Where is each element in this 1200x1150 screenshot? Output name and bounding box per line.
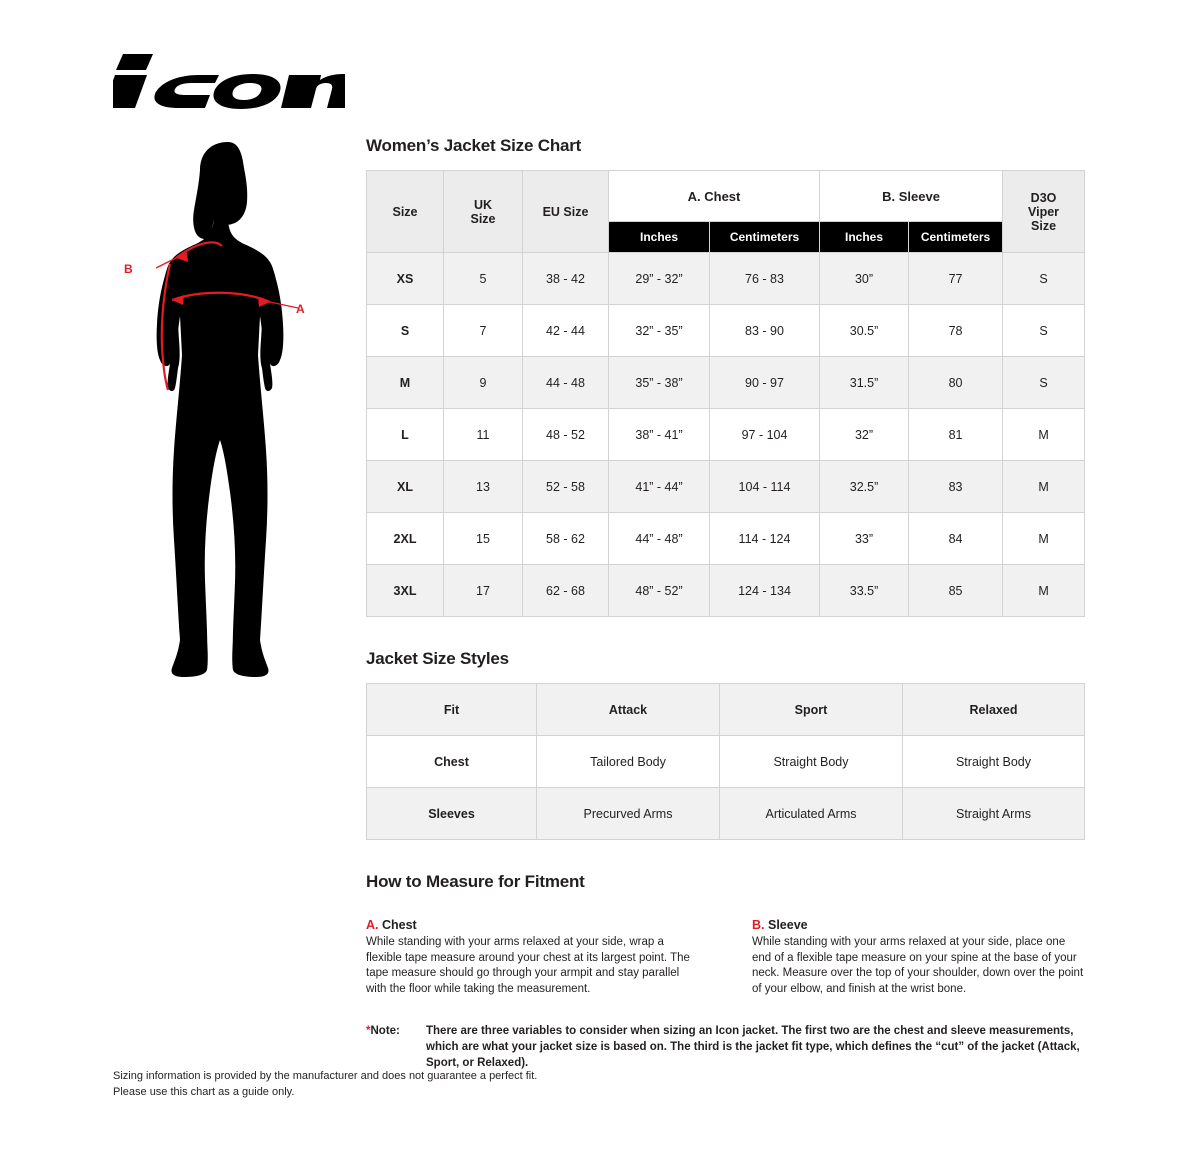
cell-eu: 48 - 52 [523, 409, 609, 461]
styles-header-sport: Sport [720, 684, 903, 736]
sizing-note-text: There are three variables to consider when sizing an Icon jacket. The first two are the chest and sleeve measurements, which are what your jacket size is based on. The third is the jacket fit type, which defines the “cut” of the jacket (Attack, Sport, or Relaxed). [426, 1025, 1080, 1069]
cell-d3o: S [1003, 253, 1085, 305]
how-to-measure-sleeve [752, 918, 1084, 997]
styles-chest-relaxed: Straight Body [903, 736, 1085, 788]
table-row [367, 409, 1085, 461]
size-chart-title: Women’s Jacket Size Chart [366, 136, 582, 155]
label-chest-a: A [296, 302, 305, 316]
cell-chest-cm: 97 - 104 [710, 409, 820, 461]
how-to-measure-chest-heading [366, 918, 698, 932]
header-chest-inches: Inches [609, 222, 710, 253]
how-to-measure-sleeve-text: While standing with your arms relaxed at your side, place one end of a flexible tape measure on your spine at the base of your neck. Measure over the top of your shoulder, down over the point of your elbow, and finish at the wrist bone. [752, 936, 1084, 995]
cell-d3o: M [1003, 461, 1085, 513]
cell-eu: 44 - 48 [523, 357, 609, 409]
cell-d3o: S [1003, 305, 1085, 357]
cell-chest-in: 48” - 52” [609, 565, 710, 617]
note-star: * [366, 1025, 371, 1037]
how-to-measure-chest-text: While standing with your arms relaxed at your side, wrap a flexible tape measure around your chest at its largest point. The tape measure should go through your armpit and stay parallel with the floor while taking the measurement. [366, 936, 690, 995]
styles-chest-attack: Tailored Body [537, 736, 720, 788]
size-chart-header [367, 171, 1085, 253]
table-row [367, 684, 1085, 736]
chest-letter: A. [366, 918, 379, 932]
cell-d3o: M [1003, 513, 1085, 565]
cell-sleeve-cm: 83 [909, 461, 1003, 513]
cell-chest-cm: 104 - 114 [710, 461, 820, 513]
cell-eu: 38 - 42 [523, 253, 609, 305]
header-uk-size [444, 171, 523, 253]
cell-eu: 52 - 58 [523, 461, 609, 513]
cell-size: M [367, 357, 444, 409]
cell-sleeve-in: 33.5” [820, 565, 909, 617]
header-d3o-line3: Size [1031, 218, 1057, 233]
cell-sleeve-cm: 77 [909, 253, 1003, 305]
styles-row-label-chest: Chest [367, 736, 537, 788]
note-label-text: Note: [370, 1025, 400, 1037]
cell-chest-cm: 83 - 90 [710, 305, 820, 357]
header-group-sleeve: B. Sleeve [820, 171, 1003, 222]
cell-chest-in: 32” - 35” [609, 305, 710, 357]
cell-size: 3XL [367, 565, 444, 617]
cell-eu: 42 - 44 [523, 305, 609, 357]
header-d3o-viper-size [1003, 171, 1085, 253]
styles-row-label-sleeves: Sleeves [367, 788, 537, 840]
cell-uk: 7 [444, 305, 523, 357]
cell-chest-in: 38” - 41” [609, 409, 710, 461]
cell-sleeve-cm: 78 [909, 305, 1003, 357]
cell-chest-in: 41” - 44” [609, 461, 710, 513]
styles-chest-sport: Straight Body [720, 736, 903, 788]
cell-sleeve-cm: 84 [909, 513, 1003, 565]
styles-header-relaxed: Relaxed [903, 684, 1085, 736]
sleeve-letter: B. [752, 918, 765, 932]
cell-uk: 5 [444, 253, 523, 305]
footer-line-1: Sizing information is provided by the manufacturer and does not guarantee a perfect fit. [113, 1070, 538, 1082]
cell-sleeve-in: 30” [820, 253, 909, 305]
size-chart-body [367, 253, 1085, 617]
sizing-note-label [366, 1023, 426, 1071]
footer-line-2: Please use this chart as a guide only. [113, 1086, 295, 1098]
how-to-measure-chest [366, 918, 698, 997]
header-sleeve-inches: Inches [820, 222, 909, 253]
jacket-size-styles-title: Jacket Size Styles [366, 649, 509, 668]
measurement-diagram [110, 140, 355, 680]
styles-header-attack: Attack [537, 684, 720, 736]
cell-size: XL [367, 461, 444, 513]
header-size: Size [367, 171, 444, 253]
cell-sleeve-cm: 81 [909, 409, 1003, 461]
cell-sleeve-cm: 85 [909, 565, 1003, 617]
sizing-note [366, 1023, 1084, 1071]
header-chest-centimeters: Centimeters [710, 222, 820, 253]
cell-eu: 62 - 68 [523, 565, 609, 617]
table-row [367, 736, 1085, 788]
cell-uk: 15 [444, 513, 523, 565]
cell-size: XS [367, 253, 444, 305]
jacket-size-styles-table [366, 683, 1085, 840]
header-d3o-line1: D3O [1030, 190, 1057, 205]
how-to-measure-sleeve-heading [752, 918, 1084, 932]
how-to-measure-columns [366, 918, 1084, 997]
icon-logo-wordmark [113, 48, 345, 110]
table-row [367, 513, 1085, 565]
table-row [367, 253, 1085, 305]
cell-eu: 58 - 62 [523, 513, 609, 565]
table-row [367, 461, 1085, 513]
icon-logo [113, 48, 345, 110]
header-uk-size-line2: Size [470, 211, 496, 226]
cell-chest-cm: 90 - 97 [710, 357, 820, 409]
cell-uk: 9 [444, 357, 523, 409]
table-row [367, 565, 1085, 617]
table-row [367, 357, 1085, 409]
cell-uk: 17 [444, 565, 523, 617]
sleeve-name: Sleeve [767, 918, 808, 932]
header-eu-size: EU Size [523, 171, 609, 253]
table-row [367, 788, 1085, 840]
cell-sleeve-in: 31.5” [820, 357, 909, 409]
cell-sleeve-cm: 80 [909, 357, 1003, 409]
cell-sleeve-in: 30.5” [820, 305, 909, 357]
styles-sleeves-attack: Precurved Arms [537, 788, 720, 840]
cell-sleeve-in: 32.5” [820, 461, 909, 513]
cell-d3o: M [1003, 409, 1085, 461]
cell-size: 2XL [367, 513, 444, 565]
cell-chest-in: 35” - 38” [609, 357, 710, 409]
styles-sleeves-relaxed: Straight Arms [903, 788, 1085, 840]
header-sleeve-centimeters: Centimeters [909, 222, 1003, 253]
cell-chest-cm: 114 - 124 [710, 513, 820, 565]
cell-chest-in: 29” - 32” [609, 253, 710, 305]
how-to-measure-title: How to Measure for Fitment [366, 872, 585, 891]
label-sleeve-b: B [124, 262, 133, 276]
cell-size: L [367, 409, 444, 461]
registered-mark: ® [336, 99, 342, 108]
cell-size: S [367, 305, 444, 357]
table-row [367, 305, 1085, 357]
cell-uk: 13 [444, 461, 523, 513]
styles-sleeves-sport: Articulated Arms [720, 788, 903, 840]
content-column [366, 136, 1084, 1071]
styles-header-fit: Fit [367, 684, 537, 736]
header-uk-size-line1: UK [473, 197, 493, 212]
header-d3o-line2: Viper [1028, 204, 1060, 219]
size-chart-header-row-1 [367, 171, 1085, 222]
cell-d3o: S [1003, 357, 1085, 409]
female-silhouette [110, 140, 355, 680]
cell-uk: 11 [444, 409, 523, 461]
header-group-chest: A. Chest [609, 171, 820, 222]
cell-chest-in: 44” - 48” [609, 513, 710, 565]
cell-chest-cm: 76 - 83 [710, 253, 820, 305]
womens-jacket-size-chart [366, 170, 1085, 617]
cell-d3o: M [1003, 565, 1085, 617]
footer-disclaimer [113, 1068, 537, 1100]
chest-name: Chest [381, 918, 417, 932]
cell-sleeve-in: 32” [820, 409, 909, 461]
cell-sleeve-in: 33” [820, 513, 909, 565]
cell-chest-cm: 124 - 134 [710, 565, 820, 617]
styles-table-body [367, 684, 1085, 840]
